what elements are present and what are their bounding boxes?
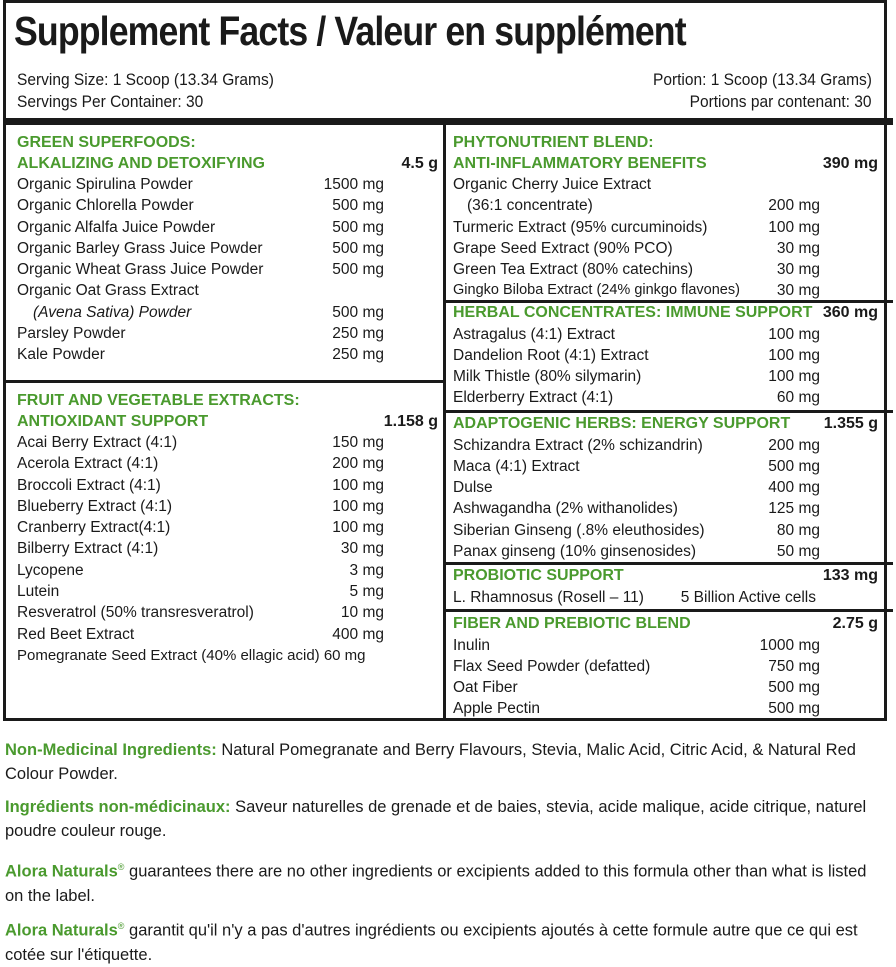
ingredient-row: L. Rhamnosus (Rosell – 11) 5 Billion Active cells: [453, 588, 816, 606]
note-label: Non-Medicinal Ingredients:: [5, 741, 217, 759]
section-amount: 360 mg: [822, 304, 878, 321]
ingredient-row: Dandelion Root (4:1) Extract 100 mg: [453, 346, 820, 364]
section-probiotic-support: [453, 566, 878, 608]
section-heading-line: ADAPTOGENIC HERBS: ENERGY SUPPORT 1.355 g: [453, 414, 878, 435]
ingredient-row: Organic Chlorella Powder 500 mg: [17, 197, 384, 215]
ingredient-row: Bilberry Extract (4:1) 30 mg: [17, 540, 384, 558]
section-amount: 133 mg: [822, 567, 878, 584]
ingredient-row: Flax Seed Powder (defatted) 750 mg: [453, 657, 820, 675]
non-medicinal-ingredients-en: Non-Medicinal Ingredients: Natural Pomegranate and Berry Flavours, Stevia, Malic Acid, Citric Acid, & Natural Red Colour Powder.: [5, 741, 856, 783]
ingredient-row: Maca (4:1) Extract 500 mg: [453, 457, 820, 475]
ingredient-row: Blueberry Extract (4:1) 100 mg: [17, 497, 384, 515]
ingredient-row: Resveratrol (50% transresveratrol) 10 mg: [17, 604, 384, 622]
guarantee-en: Alora Naturals® guarantees there are no other ingredients or excipients added to this formula other than what is listed on the label.: [5, 862, 867, 905]
column-divider: [443, 125, 446, 718]
ingredient-row: Astragalus (4:1) Extract 100 mg: [453, 325, 820, 343]
section-heading-line: ANTI-INFLAMMATORY BENEFITS 390 mg: [453, 154, 878, 175]
ingredient-row: Gingko Biloba Extract (24% ginkgo flavones) 30 mg: [453, 282, 820, 300]
section-amount: 2.75 g: [832, 615, 878, 632]
section-fiber-prebiotic: [453, 614, 878, 720]
thick-rule: [3, 118, 893, 125]
ingredient-row: Broccoli Extract (4:1) 100 mg: [17, 476, 384, 494]
ingredient-row: Oat Fiber 500 mg: [453, 679, 820, 697]
ingredient-row: Lutein 5 mg: [17, 583, 384, 601]
serving-size-fr: Portion: 1 Scoop (13.34 Grams): [653, 71, 872, 89]
ingredient-row: Organic Alfalfa Juice Powder 500 mg: [17, 218, 384, 236]
section-adaptogenic-herbs: [453, 414, 878, 562]
ingredient-row: Elderberry Extract (4:1) 60 mg: [453, 389, 820, 407]
servings-per-container-en: Servings Per Container: 30: [17, 93, 204, 111]
ingredient-row: Siberian Ginseng (.8% eleuthosides) 80 mg: [453, 521, 820, 539]
ingredient-row: Acai Berry Extract (4:1) 150 mg: [17, 434, 384, 451]
ingredient-row: Schizandra Extract (2% schizandrin) 200 mg: [453, 436, 820, 454]
section-heading-line: PHYTONUTRIENT BLEND:: [453, 134, 654, 151]
section-amount: 1.158 g: [383, 412, 438, 430]
ingredient-row: Lycopene 3 mg: [17, 561, 384, 579]
section-divider: [446, 410, 893, 413]
ingredient-row: Kale Powder 250 mg: [17, 346, 384, 364]
section-heading-line: ANTIOXIDANT SUPPORT 1.158 g: [17, 412, 438, 433]
section-heading-line: PROBIOTIC SUPPORT 133 mg: [453, 566, 878, 587]
ingredient-row: Milk Thistle (80% silymarin) 100 mg: [453, 368, 820, 386]
section-divider: [446, 562, 893, 565]
non-medicinal-ingredients-fr: Ingrédients non-médicinaux: Saveur naturelles de grenade et de baies, stevia, acide malique, acide citrique, naturel poudre couleur rouge.: [5, 798, 867, 840]
ingredient-row: Organic Spirulina Powder 1500 mg: [17, 176, 384, 193]
section-phytonutrient: [453, 133, 878, 302]
page-title: Supplement Facts / Valeur en supplément: [14, 8, 686, 54]
note-label: Ingrédients non-médicinaux:: [5, 798, 231, 816]
ingredient-row: Acerola Extract (4:1) 200 mg: [17, 455, 384, 473]
section-divider: [3, 380, 443, 383]
ingredient-row: Cranberry Extract(4:1) 100 mg: [17, 519, 384, 537]
ingredient-row: Red Beet Extract 400 mg: [17, 625, 384, 643]
ingredient-row: Pomegranate Seed Extract (40% ellagic acid) 60 mg: [17, 646, 366, 664]
section-heading-line: GREEN SUPERFOODS:: [17, 134, 196, 151]
section-heading-line: FRUIT AND VEGETABLE EXTRACTS:: [17, 392, 300, 409]
section-heading-line: HERBAL CONCENTRATES: IMMUNE SUPPORT 360 mg: [453, 303, 878, 324]
ingredient-row: Organic Wheat Grass Juice Powder 500 mg: [17, 261, 384, 279]
ingredient-row: Organic Oat Grass Extract: [17, 282, 199, 300]
section-green-superfoods: [17, 133, 438, 366]
section-heading-line: FIBER AND PREBIOTIC BLEND 2.75 g: [453, 614, 878, 635]
ingredient-row: Dulse 400 mg: [453, 479, 820, 497]
section-divider: [446, 609, 893, 612]
ingredient-row: (Avena Sativa) Powder 500 mg: [33, 303, 384, 321]
serving-size-en: Serving Size: 1 Scoop (13.34 Grams): [17, 71, 274, 89]
section-fruit-vegetable: [17, 391, 438, 666]
ingredient-row: Panax ginseng (10% ginsenosides) 50 mg: [453, 542, 820, 560]
ingredient-row: Organic Cherry Juice Extract: [453, 176, 652, 193]
section-amount: 1.355 g: [823, 415, 878, 432]
ingredient-row: Apple Pectin 500 mg: [453, 700, 820, 718]
ingredient-row: Ashwagandha (2% withanolides) 125 mg: [453, 500, 820, 518]
ingredient-row: Inulin 1000 mg: [453, 636, 820, 654]
ingredient-row: Turmeric Extract (95% curcuminoids) 100 mg: [453, 218, 820, 236]
section-amount: 4.5 g: [401, 154, 438, 172]
brand-name: Alora Naturals: [5, 862, 118, 881]
ingredient-row: Grape Seed Extract (90% PCO) 30 mg: [453, 239, 820, 257]
guarantee-fr: Alora Naturals® garantit qu'il n'y a pas d'autres ingrédients ou excipients ajoutés à cette formule autre que ce qui est cotée sur l'étiquette.: [5, 921, 858, 964]
ingredient-row: Organic Barley Grass Juice Powder 500 mg: [17, 239, 384, 257]
section-heading-line: ALKALIZING AND DETOXIFYING 4.5 g: [17, 154, 438, 175]
ingredient-row: Parsley Powder 250 mg: [17, 325, 384, 343]
section-amount: 390 mg: [822, 154, 878, 172]
servings-per-container-fr: Portions par contenant: 30: [690, 93, 872, 111]
brand-name: Alora Naturals: [5, 921, 118, 940]
ingredient-row: Green Tea Extract (80% catechins) 30 mg: [453, 261, 820, 279]
section-herbal-concentrates: [453, 303, 878, 409]
ingredient-row: (36:1 concentrate) 200 mg: [467, 197, 820, 215]
